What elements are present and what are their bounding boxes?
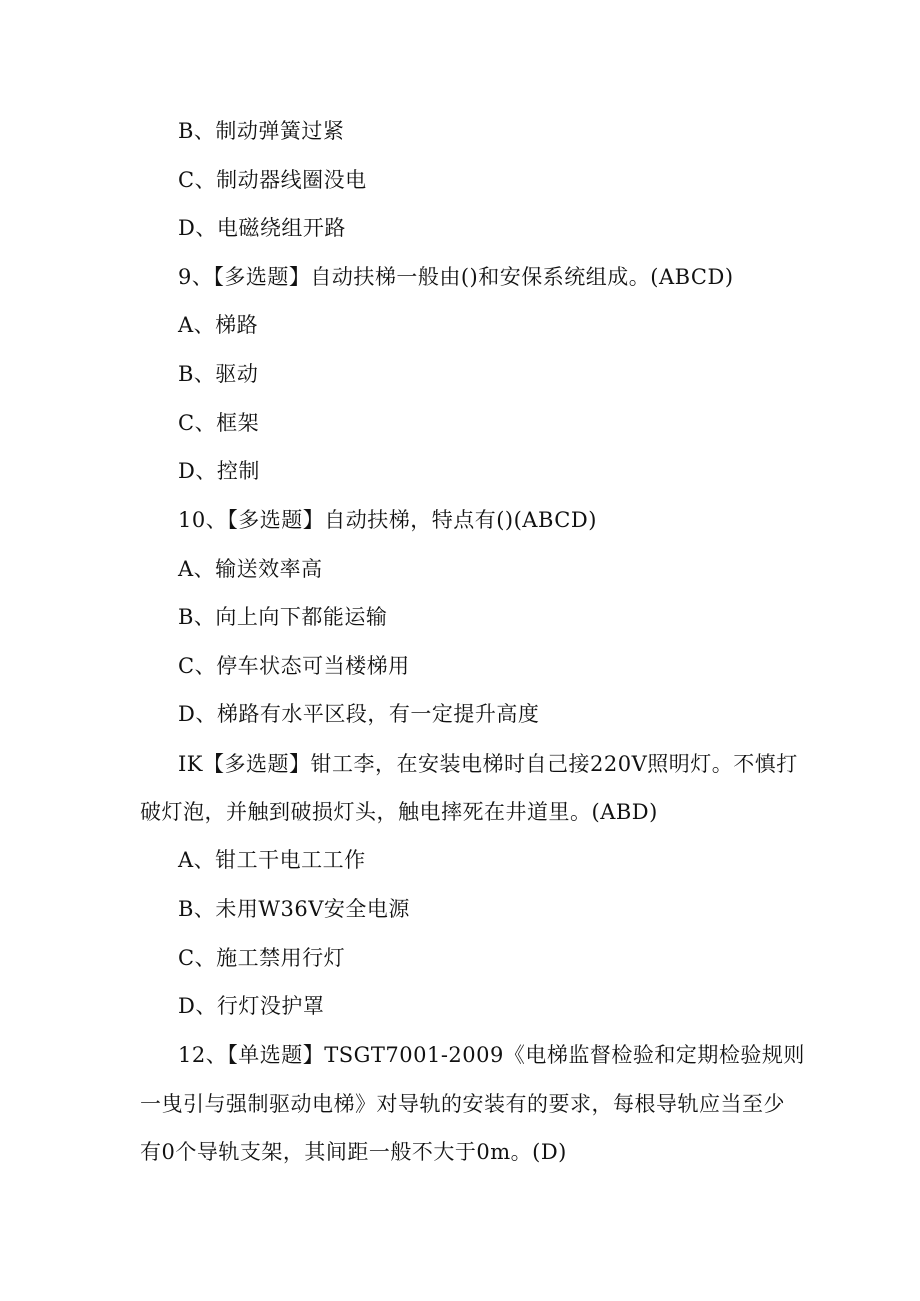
question-line: 10、【多选题】自动扶梯，特点有()(ABCD) (178, 508, 597, 532)
option-line: B、向上向下都能运输 (178, 605, 388, 629)
option-line: C、施工禁用行灯 (178, 946, 346, 970)
option-line: A、输送效率高 (178, 557, 323, 581)
option-line: D、控制 (178, 459, 260, 483)
question-continuation-line: 破灯泡，并触到破损灯头，触电摔死在井道里。(ABD) (140, 800, 658, 824)
option-line: D、电磁绕组开路 (178, 216, 346, 240)
question-line: IK【多选题】钳工李，在安装电梯时自己接220V照明灯。不慎打 (178, 752, 798, 776)
question-line: 12、【单选题】TSGT7001-2009《电梯监督检验和定期检验规则 (178, 1043, 805, 1067)
option-line: C、停车状态可当楼梯用 (178, 654, 410, 678)
option-line: A、梯路 (178, 313, 259, 337)
question-continuation-line: 有0个导轨支架，其间距一般不大于0m。(D) (140, 1140, 567, 1164)
question-line: 9、【多选题】自动扶梯一般由()和安保系统组成。(ABCD) (178, 265, 734, 289)
option-line: D、行灯没护罩 (178, 994, 325, 1018)
option-line: C、框架 (178, 411, 260, 435)
option-line: B、未用W36V安全电源 (178, 897, 410, 921)
option-line: D、梯路有水平区段，有一定提升高度 (178, 702, 540, 726)
option-line: B、驱动 (178, 362, 259, 386)
option-line: C、制动器线圈没电 (178, 168, 367, 192)
option-line: A、钳工干电工工作 (178, 848, 366, 872)
question-continuation-line: 一曳引与强制驱动电梯》对导轨的安装有的要求，每根导轨应当至少 (140, 1092, 785, 1116)
option-line: B、制动弹簧过紧 (178, 119, 345, 143)
